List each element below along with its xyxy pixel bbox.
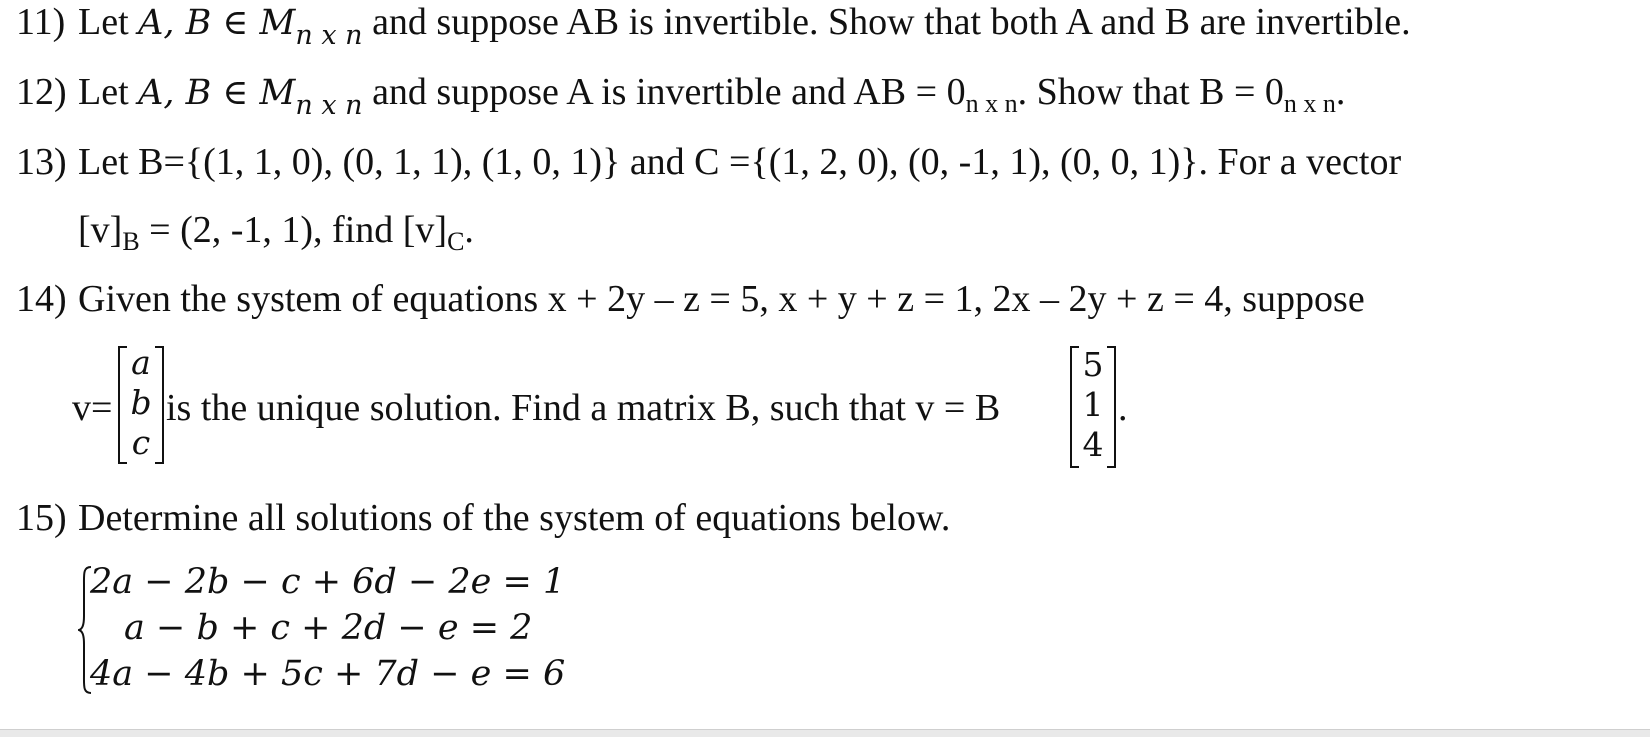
- problem-text: Let: [78, 1, 139, 43]
- math-expression: A, B ∈ M: [138, 73, 296, 113]
- problem-text: .: [1118, 387, 1128, 429]
- equation-3: 4a − 4b + 5c + 7d − e = 6: [90, 654, 566, 694]
- problem-text: Given the system of equations x + 2y – z = 5, x + y + z = 1, 2x – 2y + z = 4, suppose: [78, 278, 1365, 320]
- subscript: n x n: [965, 89, 1018, 118]
- problem-14: [16, 277, 1365, 321]
- problem-15: [16, 496, 950, 540]
- problem-text: . Show that B = 0: [1017, 71, 1284, 113]
- problem-text: Determine all solutions of the system of equations below.: [78, 497, 951, 539]
- v-label-text: v=: [72, 387, 113, 429]
- math-expression: A, B ∈ M: [138, 3, 296, 43]
- matrix-entry: 5: [1082, 345, 1104, 384]
- problem-13-line-2: [78, 208, 474, 256]
- problem-number: 13): [16, 141, 67, 183]
- problem-text: .: [1335, 71, 1346, 113]
- vector-v-matrix: [118, 343, 164, 464]
- subscript: n x n: [1283, 89, 1336, 118]
- problem-12: [16, 70, 1346, 121]
- problem-number: 12): [16, 71, 67, 113]
- equation-2: a − b + c + 2d − e = 2: [124, 608, 533, 648]
- equation-1: 2a − 2b − c + 6d − 2e = 1: [90, 562, 566, 602]
- problem-text: Let B={(1, 1, 0), (0, 1, 1), (1, 0, 1)} and C ={(1, 2, 0), (0, -1, 1), (0, 0, 1)}. For a vector: [78, 141, 1402, 183]
- problem-text: and suppose AB is invertible. Show that both A and B are invertible.: [362, 1, 1411, 43]
- problem-11: [16, 0, 1411, 51]
- problem-number: 11): [16, 1, 66, 43]
- problem-number: 15): [16, 497, 67, 539]
- math-subscript: n x n: [295, 90, 363, 121]
- problem-14-line-2: [166, 386, 1000, 430]
- math-subscript: n x n: [295, 20, 363, 51]
- problem-text: Let: [78, 71, 139, 113]
- matrix-entry: b: [130, 383, 152, 422]
- matrix-entry: a: [131, 343, 151, 382]
- problem-13: [16, 140, 1401, 184]
- problem-text: is the unique solution. Find a matrix B, such that v = B: [166, 387, 1001, 429]
- subscript: C: [447, 227, 465, 256]
- problem-text: = (2, -1, 1), find [v]: [139, 209, 448, 251]
- matrix-entry: 4: [1082, 425, 1104, 464]
- equation-system: [78, 560, 598, 700]
- problem-14-end: [1118, 386, 1128, 430]
- v-label: [72, 386, 112, 430]
- rhs-vector-matrix: [1070, 346, 1116, 468]
- problem-number: 14): [16, 278, 67, 320]
- matrix-entry: c: [131, 423, 151, 462]
- subscript: B: [122, 227, 140, 256]
- matrix-entry: 1: [1082, 385, 1104, 424]
- problem-text: [v]: [78, 209, 123, 251]
- problem-text: and suppose A is invertible and AB = 0: [362, 71, 966, 113]
- problem-text: .: [464, 209, 474, 251]
